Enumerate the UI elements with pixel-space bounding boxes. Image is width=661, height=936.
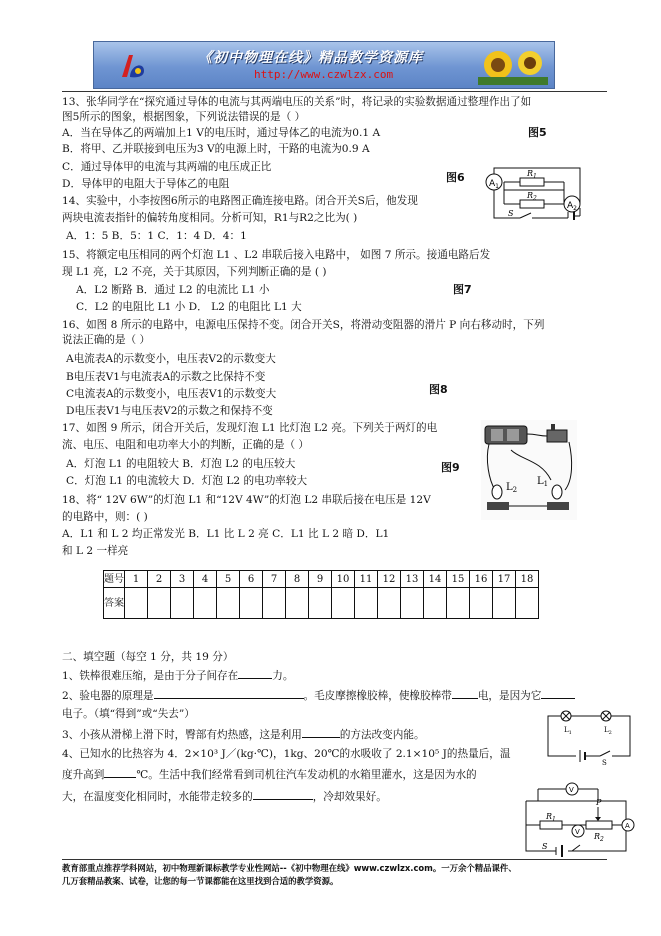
answer-cell[interactable] [194,588,217,619]
answer-table-number-row [104,571,539,588]
q14-stem-line2: 两块电流表指针的偏转角度相同。分析可知，R1与R2之比为( ) [62,212,358,224]
q15-stem-line2: 现 L1 亮，L2 不亮，关于其原因，下列判断正确的是 ( ) [62,266,327,278]
section2-title: 二、填空题（每空 1 分，共 19 分） [62,651,234,663]
fill-q4-text-c: ℃。生活中我们经常看到司机往汽车发动机的水箱里灌水，这是因为水的 [136,769,477,781]
fill-q4-line2 [62,767,477,782]
header-banner [93,41,555,89]
figure-9-label: 图9 [441,461,460,474]
fill-blank[interactable] [104,767,136,778]
switch-label: S [602,759,607,766]
answer-table-header-number: 题号 [104,571,125,588]
fill-blank[interactable] [302,727,340,738]
l1-label: $L_1$ [537,476,549,488]
answer-number: 11 [355,571,378,588]
q14-options: A．1：5 B．5：1 C．1：4 D．4：1 [66,230,247,242]
answer-number: 16 [470,571,493,588]
fill-q2 [62,688,575,703]
fill-blank[interactable] [238,668,272,679]
answer-cell[interactable] [401,588,424,619]
series-lamp-circuit [540,704,636,766]
q13-stem-line2: 图5所示的图象，根据图象，下列说法错误的是（ ） [62,111,306,123]
footer-line2: 几万套精品教案、试卷，让您的每一节课都能在这里找到合适的教学资源。 [62,876,339,886]
fill-blank[interactable] [154,688,304,699]
answer-number: 6 [240,571,263,588]
fill-q2-text-c: 电，是因为它 [477,690,542,702]
answer-number: 15 [447,571,470,588]
a2-label: $A_2$ [567,201,577,212]
answer-cell[interactable] [424,588,447,619]
r2-label: $R_2$ [527,191,537,202]
figure-6-label: 图6 [446,171,465,184]
answer-table-header-answer: 答案 [104,588,125,619]
q15-options-cd: C．L2 的电阻比 L1 小 D． L2 的电阻比 L1 大 [76,301,302,313]
answer-cell[interactable] [378,588,401,619]
resistor-r2-label: $R_2$ [594,832,604,843]
footer-rule [62,859,607,860]
figure-8-label: 图8 [429,383,448,396]
q17-options-ab: A．灯泡 L1 的电阻较大 B．灯泡 L2 的电压较大 [66,458,296,470]
a1-label: $A_1$ [489,179,499,190]
q18-stem-line2: 的电路中，则：( ) [62,511,148,523]
q16-option-c: C电流表A的示数变小，电压表V1的示数变大 [66,388,277,400]
q16-option-b: B电压表V1与电流表A的示数之比保持不变 [66,371,266,383]
fill-q2-text-a: 2、验电器的原理是 [62,690,154,702]
slide-rheostat-circuit [516,781,636,859]
r1-label: $R_1$ [527,169,537,180]
fill-q2-line2: 电子。（填“得到”或“失去”） [62,708,195,720]
resistor-r1-label: $R_1$ [546,812,556,823]
answer-number: 8 [286,571,309,588]
fill-blank[interactable] [253,789,313,800]
fill-q4-line1: 4、已知水的比热容为 4．2×10³ J／(kg·℃)，1kg、20℃的水吸收了 2.1×10⁵ J的热量后，温 [62,748,511,760]
answer-cell[interactable] [493,588,516,619]
answer-number: 14 [424,571,447,588]
ammeter-label: A [625,822,630,830]
q13-option-a: A．当在导体乙的两端加上1 V的电压时，通过导体乙的电流为0.1 A [62,127,381,139]
answer-cell[interactable] [332,588,355,619]
q16-option-a: A电流表A的示数变小，电压表V2的示数变大 [66,353,276,365]
answer-cell[interactable] [470,588,493,619]
answer-number: 10 [332,571,355,588]
answer-cell[interactable] [240,588,263,619]
switch-s-label: S [542,842,548,851]
answer-number: 13 [401,571,424,588]
answer-number: 4 [194,571,217,588]
banner-title: 《初中物理在线》精品教学资源库 [198,50,423,66]
answer-cell[interactable] [263,588,286,619]
answer-number: 7 [263,571,286,588]
banner-url[interactable]: http://www.czwlzx.com [254,68,394,81]
answer-cell[interactable] [516,588,539,619]
lamp2-label: $L_2$ [604,726,612,736]
fill-q1-text-a: 1、铁棒很难压缩，是由于分子间存在 [62,670,239,682]
answer-number: 12 [378,571,401,588]
figure-6-circuit [480,160,590,226]
voltmeter-v1-label: V [569,786,574,794]
figure-9-apparatus [481,420,577,520]
l2-label: $L_2$ [506,482,518,494]
figure-5-label: 图5 [528,126,547,139]
q18-options-tail: 和 L 2 一样亮 [62,545,129,557]
fill-q1 [62,668,293,683]
answer-number: 2 [148,571,171,588]
footer [62,862,607,888]
q16-stem-line1: 16、如图 8 所示的电路中，电源电压保持不变。闭合开关S，将滑动变阻器的滑片 P 向右移动时，下列 [62,319,545,331]
answer-cell[interactable] [447,588,470,619]
lamp1-label: $L_1$ [564,726,572,736]
q17-stem-line2: 流、电压、电阻和电功率大小的判断，正确的是（ ） [62,439,310,451]
q13-option-c: C．通过导体甲的电流与其两端的电压成正比 [62,161,272,173]
fill-q4-line3 [62,789,387,804]
answer-number: 18 [516,571,539,588]
fill-q3-text-b: 的方法改变内能。 [339,729,425,741]
q16-stem-line2: 说法正确的是（ ） [62,334,151,346]
voltmeter-v2-label: V [575,828,580,836]
q16-option-d: D电压表V1与电压表V2的示数之和保持不变 [66,405,273,417]
q18-stem-line1: 18、将“ 12V 6W”的灯泡 L1 和“12V 4W”的灯泡 L2 串联后接在电压是 12V [62,494,431,506]
q18-options: A．L1 和 L 2 均正常发光 B．L1 比 L 2 亮 C．L1 比 L 2 暗 D．L1 [62,528,390,540]
answer-table [103,570,539,619]
q13-option-d: D．导体甲的电阻大于导体乙的电阻 [62,178,230,190]
answer-cell[interactable] [309,588,332,619]
fill-q4-text-e: ，冷却效果好。 [312,791,387,803]
q17-stem-line1: 17、如图 9 所示，闭合开关后，发现灯泡 L1 比灯泡 L2 亮。下列关于两灯的电 [62,422,438,434]
answer-cell[interactable] [217,588,240,619]
answer-cell[interactable] [286,588,309,619]
fill-blank[interactable] [541,688,575,699]
answer-cell[interactable] [125,588,148,619]
footer-line1: 教育部重点推荐学科网站，初中物理新课标教学专业性网站--《初中物理在线》www.czwlzx.com。一万余个精品课件、 [62,863,517,873]
q15-stem-line1: 15、将额定电压相同的两个灯泡 L1 、L2 串联后接入电路中， 如图 7 所示。接通电路后发 [62,249,491,261]
q17-options-cd: C．灯泡 L1 的电流较大 D．灯泡 L2 的电功率较大 [66,475,308,487]
answer-number: 5 [217,571,240,588]
fill-q3-text-a: 3、小孩从滑梯上滑下时，臀部有灼热感，这是利用 [62,729,302,741]
q14-stem-line1: 14、实验中，小李按图6所示的电路图正确连接电路。闭合开关S后，他发现 [62,195,418,207]
q13-stem-line1: 13、张华同学在“探究通过导体的电流与其两端电压的关系”时，将记录的实验数据通过整理作出了如 [62,96,532,108]
fill-q2-text-b: 。毛皮摩擦橡胶棒，使橡胶棒带 [303,690,452,702]
answer-number: 3 [171,571,194,588]
q13-option-b: B．将甲、乙并联接到电压为3 V的电源上时，干路的电流为0.9 A [62,143,370,155]
fill-blank[interactable] [452,688,478,699]
s-label: S [508,209,514,218]
fill-q1-text-b: 力。 [272,670,294,682]
sunflower-icon [478,45,548,85]
answer-number: 1 [125,571,148,588]
fill-q4-text-b: 度升高到 [62,769,105,781]
answer-cell[interactable] [355,588,378,619]
answer-table-answer-row [104,588,539,619]
answer-cell[interactable] [171,588,194,619]
figure-7-label: 图7 [453,283,472,296]
fill-q4-text-d: 大，在温度变化相同时，水能带走较多的 [62,791,253,803]
answer-number: 17 [493,571,516,588]
header-rule [62,91,607,92]
q15-options-ab: A．L2 断路 B．通过 L2 的电流比 L1 小 [76,284,270,296]
slider-p-label: P [596,798,602,807]
logo-icon [118,51,148,81]
answer-number: 9 [309,571,332,588]
answer-cell[interactable] [148,588,171,619]
fill-q3 [62,727,425,742]
